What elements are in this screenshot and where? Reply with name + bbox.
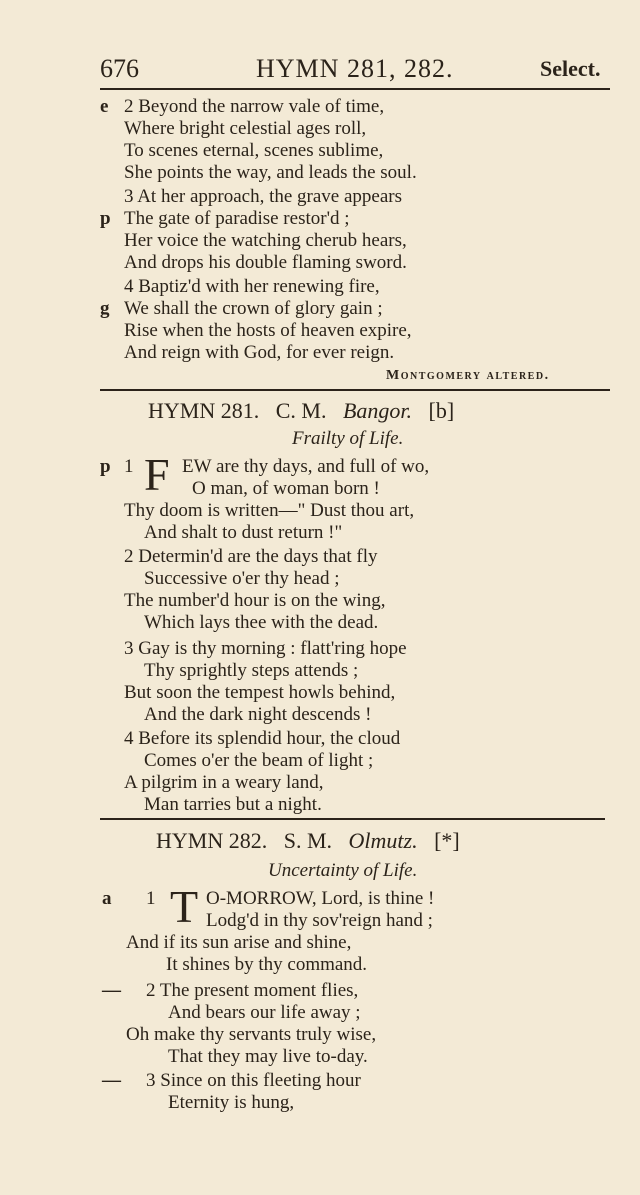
verse-line: And if its sun arise and shine, (126, 932, 352, 953)
hymn-number: HYMN 281. (148, 398, 260, 423)
verse-line: 4 Baptiz'd with her renewing fire, (124, 276, 380, 297)
verse-line: She points the way, and leads the soul. (124, 162, 417, 183)
verse-line: 2 Determin'd are the days that fly (124, 546, 378, 567)
verse-line: But soon the tempest howls behind, (124, 682, 396, 703)
verse-line: Her voice the watching cherub hears, (124, 230, 407, 251)
verse-line: To scenes eternal, scenes sublime, (124, 140, 384, 161)
hymn-282-title (156, 828, 460, 854)
verse-line: And reign with God, for ever reign. (124, 342, 395, 363)
stanza-number: 1 (146, 888, 156, 909)
drop-cap: T (170, 881, 199, 932)
verse-line: Lodg'd in thy sov'reign hand ; (206, 910, 433, 931)
hymn-tune: Bangor. (342, 398, 413, 423)
verse-line: EW are thy days, and full of wo, (182, 456, 430, 477)
verse-line: A pilgrim in a weary land, (124, 772, 324, 793)
verse-line: Eternity is hung, (168, 1092, 295, 1113)
verse-line: 2 Beyond the narrow vale of time, (124, 96, 385, 117)
dynamic-mark: — (102, 980, 121, 1001)
page-number: 676 (100, 54, 139, 83)
verse-line: The gate of paradise restor'd ; (124, 208, 350, 229)
dynamic-mark: a (102, 888, 112, 909)
hymn-tag: [b] (428, 398, 455, 423)
verse-line: Rise when the hosts of heaven expire, (124, 320, 412, 341)
dynamic-mark: p (100, 456, 111, 477)
verse-line: Thy sprightly steps attends ; (144, 660, 359, 681)
verse-line: And bears our life away ; (168, 1002, 361, 1023)
running-title: HYMN 281, 282. (256, 54, 454, 83)
verse-line: 2 The present moment flies, (146, 980, 359, 1001)
verse-line: We shall the crown of glory gain ; (124, 298, 383, 319)
stanza-number: 1 (124, 456, 134, 477)
verse-line: It shines by thy command. (166, 954, 368, 975)
verse-line: And shalt to dust return !" (144, 522, 343, 543)
hymn-meter: S. M. (283, 828, 333, 853)
verse-line: The number'd hour is on the wing, (124, 590, 386, 611)
verse-line: 4 Before its splendid hour, the cloud (124, 728, 401, 749)
verse-line: And the dark night descends ! (144, 704, 372, 725)
verse-line: Comes o'er the beam of light ; (144, 750, 374, 771)
section-rule (100, 818, 605, 820)
verse-line: Successive o'er thy head ; (144, 568, 340, 589)
header-rule (100, 88, 610, 90)
verse-line: O-MORROW, Lord, is thine ! (206, 888, 435, 909)
verse-line: 3 Since on this fleeting hour (146, 1070, 361, 1091)
verse-line: Where bright celestial ages roll, (124, 118, 367, 139)
verse-line: O man, of woman born ! (192, 478, 380, 499)
hymn-number: HYMN 282. (156, 828, 268, 853)
dynamic-mark: p (100, 208, 111, 229)
drop-cap: F (144, 449, 170, 500)
verse-line: 3 Gay is thy morning : flatt'ring hope (124, 638, 407, 659)
author-attribution: Montgomery altered. (386, 368, 550, 383)
hymn-subtitle: Frailty of Life. (292, 428, 404, 449)
section-label: Select. (540, 56, 601, 81)
verse-line: That they may live to-day. (168, 1046, 368, 1067)
verse-line: And drops his double flaming sword. (124, 252, 407, 273)
hymn-meter: C. M. (275, 398, 327, 423)
hymn-subtitle: Uncertainty of Life. (268, 860, 418, 881)
verse-line: Oh make thy servants truly wise, (126, 1024, 377, 1045)
verse-line: 3 At her approach, the grave appears (124, 186, 403, 207)
hymn-281-title (148, 398, 454, 424)
hymn-tune: Olmutz. (348, 828, 418, 853)
section-rule (100, 389, 610, 391)
verse-line: Thy doom is written—" Dust thou art, (124, 500, 415, 521)
dynamic-mark: — (102, 1070, 121, 1091)
verse-line: Which lays thee with the dead. (144, 612, 379, 633)
dynamic-mark: g (100, 298, 110, 319)
verse-line: Man tarries but a night. (144, 794, 322, 815)
dynamic-mark: e (100, 96, 109, 117)
hymn-tag: [*] (434, 828, 460, 853)
